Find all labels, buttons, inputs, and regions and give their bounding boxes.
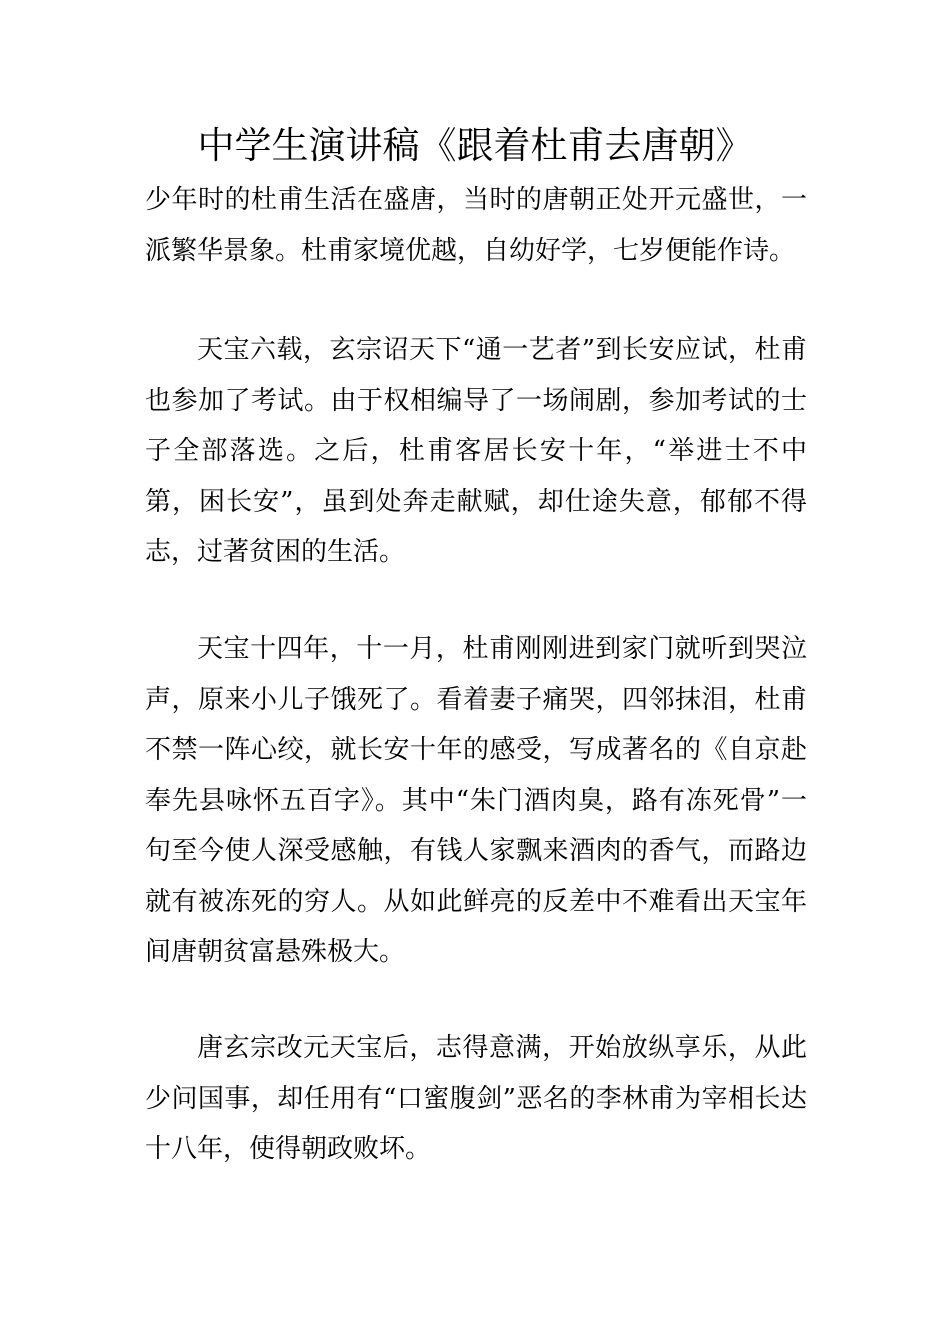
paragraph-4: 唐玄宗改元天宝后，志得意满，开始放纵享乐，从此少问国事，却任用有“口蜜腹剑”恶名的李林甫为宰相长达十八年，使得朝政败坏。 <box>145 1033 807 1164</box>
paragraph-2: 天宝六载，玄宗诏天下“通一艺者”到长安应试，杜甫也参加了考试。由于权相编导了一场闹剧，参加考试的士子全部落选。之后，杜甫客居长安十年，“举进士不中第，困长安”，虽到处奔走献赋，却仕途失意，郁郁不得志，过著贫困的生活。 <box>145 335 807 567</box>
page-title: 中学生演讲稿《跟着杜甫去唐朝》 <box>197 124 753 167</box>
paragraph-1: 少年时的杜甫生活在盛唐，当时的唐朝正处开元盛世，一派繁华景象。杜甫家境优越，自幼好学，七岁便能作诗。 <box>145 185 807 266</box>
paragraph-3: 天宝十四年，十一月，杜甫刚刚进到家门就听到哭泣声，原来小儿子饿死了。看着妻子痛哭，四邻抹泪，杜甫不禁一阵心绞，就长安十年的感受，写成著名的《自京赴奉先县咏怀五百字》。其中“朱门酒肉臭，路有冻死骨”一句至今使人深受感触，有钱人家飘来酒肉的香气，而路边就有被冻死的穷人。从如此鲜亮的反差中不难看出天宝年间唐朝贫富悬殊极大。 <box>145 634 807 967</box>
